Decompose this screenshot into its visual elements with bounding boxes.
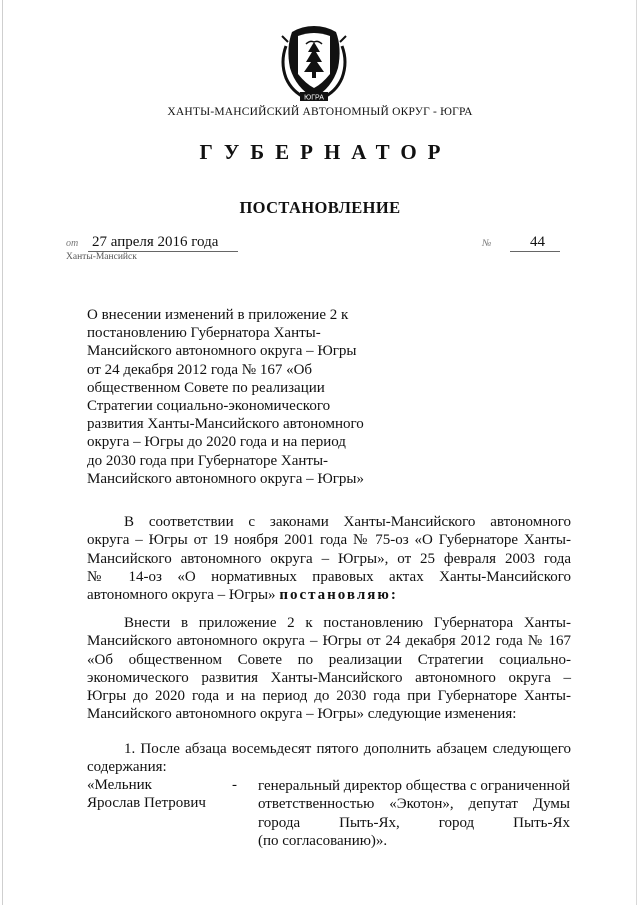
paragraph-line: «Об общественном Совете по реализации Стратегии социально- [87, 651, 571, 668]
number-underline [510, 251, 560, 252]
subject-line: Стратегии социально-экономического [87, 398, 331, 415]
number-label: № [482, 238, 492, 249]
main-paragraph [87, 614, 571, 724]
member-name-line-1: «Мельник [87, 777, 152, 793]
subject-line: О внесении изменений в приложение 2 к [87, 307, 349, 323]
paragraph-line: Югры до 2020 года и на период до 2030 года при Губернаторе Ханты- [87, 688, 571, 705]
position-line: (по согласованию)». [258, 832, 388, 849]
member-name-line-2: Ярослав Петрович [87, 795, 206, 811]
decree-word: постановляю: [279, 587, 398, 604]
member-position [258, 777, 570, 850]
position-line: генеральный директор общества с ограниченной [258, 778, 571, 794]
svg-text:ЮГРА: ЮГРА [304, 94, 324, 102]
subject-line: округа – Югры до 2020 года и на период [87, 434, 346, 451]
subject-line: постановлению Губернатора Ханты- [87, 325, 321, 342]
subject-line: общественном Совете по реализации [87, 379, 325, 396]
paragraph-line: Мансийского автономного округа – Югры», от 25 февраля 2003 года [87, 550, 571, 567]
paragraph-line: экономического развития Ханты-Мансийского автономного округа – [87, 669, 571, 686]
subject-line: развития Ханты-Мансийского автономного [87, 416, 364, 433]
paragraph-line: содержания: [87, 759, 167, 776]
date-prefix: от [66, 238, 79, 249]
paragraph-line: Мансийского автономного округа – Югры» следующие изменения: [87, 706, 517, 723]
coat-of-arms-emblem [276, 18, 352, 104]
position-line: ответственностью «Экотон», депутат Думы [258, 796, 570, 813]
preamble-paragraph [87, 513, 571, 604]
subject-line: от 24 декабря 2012 года № 167 «Об [87, 361, 313, 378]
scan-edge-right [636, 0, 637, 905]
item-1-paragraph [87, 740, 571, 777]
paragraph-line: В соответствии с законами Ханты-Мансийского автономного [124, 514, 571, 530]
paragraph-line: Внести в приложение 2 к постановлению Губернатора Ханты- [124, 615, 571, 631]
paragraph-line: № 14-оз «О нормативных правовых актах Ханты-Мансийского [87, 568, 571, 585]
member-dash: - [232, 777, 237, 793]
paragraph-line: 1. После абзаца восемьдесят пятого дополнить абзацем следующего [124, 741, 571, 757]
document-date: 27 апреля 2016 года [92, 234, 219, 250]
governor-heading: ГУБЕРНАТОР [199, 140, 452, 164]
okrug-name: ХАНТЫ-МАНСИЙСКИЙ АВТОНОМНЫЙ ОКРУГ - ЮГРА [167, 106, 473, 118]
document-city: Ханты-Мансийск [66, 252, 137, 262]
position-line: города Пыть-Ях, город Пыть-Ях [258, 814, 570, 831]
paragraph-line [87, 586, 571, 604]
scan-edge-left [2, 0, 3, 905]
paragraph-line: округа – Югры от 19 ноября 2001 года № 75-оз «О Губернаторе Ханты- [87, 532, 571, 549]
document-number: 44 [530, 234, 545, 250]
preamble-closing-text: автономного округа – Югры» [87, 587, 276, 604]
subject-line: Мансийского автономного округа – Югры [87, 343, 357, 360]
paragraph-line: Мансийского автономного округа – Югры от 24 декабря 2012 года № 167 [87, 633, 571, 650]
subject-line: до 2030 года при Губернаторе Ханты- [87, 452, 329, 469]
document-subject [87, 306, 387, 488]
subject-line: Мансийского автономного округа – Югры» [87, 470, 365, 487]
document-type: ПОСТАНОВЛЕНИЕ [239, 198, 401, 217]
